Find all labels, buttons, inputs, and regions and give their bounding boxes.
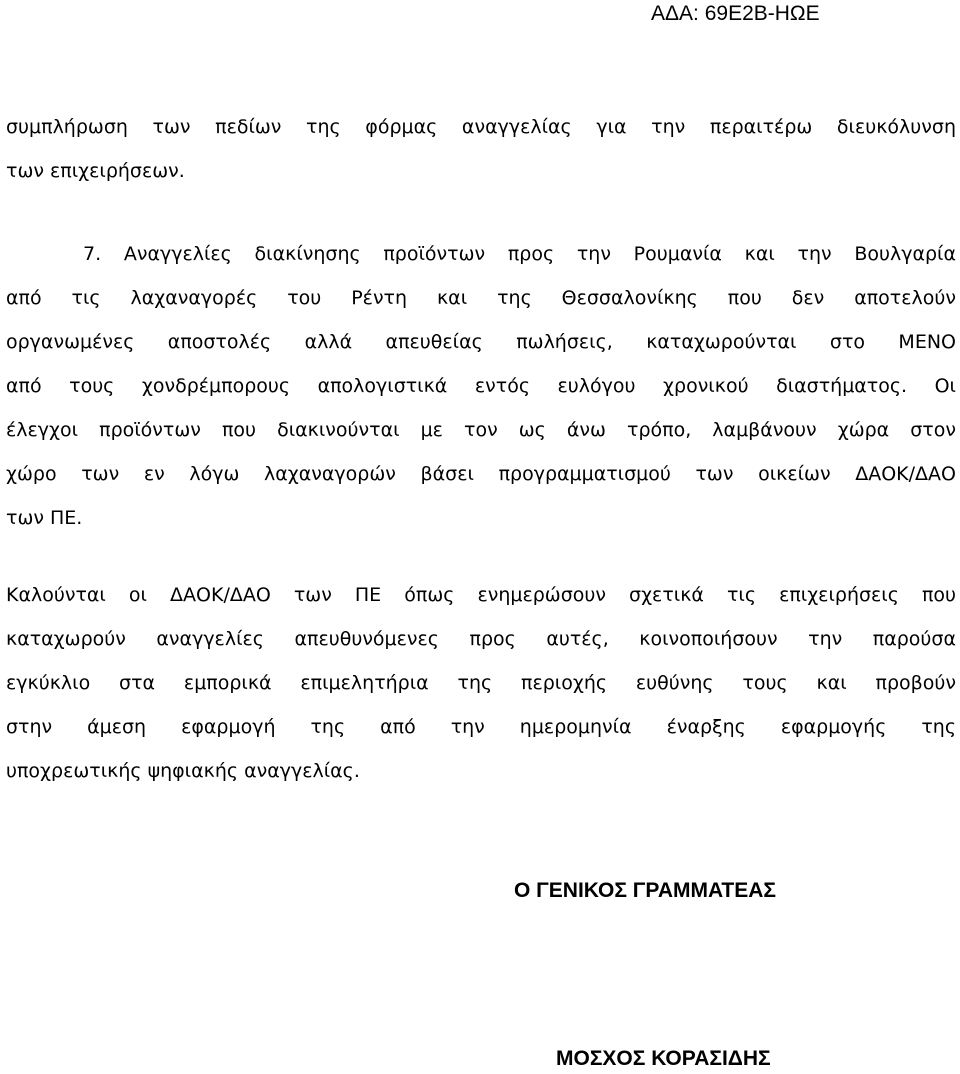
- text-line: οργανωμένες αποστολές αλλά απευθείας πωλήσεις, καταχωρούνται στο ΜΕΝΟ: [6, 331, 956, 353]
- text-line: από τους χονδρέμπορους απολογιστικά εντός ευλόγου χρονικού διαστήματος. Οι: [6, 375, 956, 397]
- text-line: έλεγχοι προϊόντων που διακινούνται με τον ως άνω τρόπο, λαμβάνουν χώρα στον: [6, 419, 956, 441]
- text-line: χώρο των εν λόγω λαχαναγορών βάσει προγραμματισμού των οικείων ΔΑΟΚ/ΔΑΟ: [6, 463, 956, 485]
- text-line: 7. Αναγγελίες διακίνησης προϊόντων προς την Ρουμανία και την Βουλγαρία: [83, 243, 956, 265]
- signature-name: ΜΟΣΧΟΣ ΚΟΡΑΣΙΔΗΣ: [556, 1047, 771, 1070]
- paragraph-item-7: [6, 232, 956, 540]
- text-line: εγκύκλιο στα εμπορικά επιμελητήρια της περιοχής ευθύνης τους και προβούν: [6, 672, 956, 694]
- text-line: υποχρεωτικής ψηφιακής αναγγελίας.: [6, 760, 360, 782]
- paragraph-instructions: [6, 573, 956, 793]
- paragraph-form-completion: [6, 105, 956, 193]
- text-line: των επιχειρήσεων.: [6, 160, 185, 182]
- text-line: των ΠΕ.: [6, 507, 83, 529]
- text-line: συμπλήρωση των πεδίων της φόρμας αναγγελίας για την περαιτέρω διευκόλυνση: [6, 116, 956, 138]
- text-line: καταχωρούν αναγγελίες απευθυνόμενες προς αυτές, κοινοποιήσουν την παρούσα: [6, 628, 956, 650]
- ada-code: ΑΔΑ: 69Ε2Β-ΗΩΕ: [651, 2, 820, 25]
- signature-title: Ο ΓΕΝΙΚΟΣ ΓΡΑΜΜΑΤΕΑΣ: [514, 879, 777, 902]
- text-line: στην άμεση εφαρμογή της από την ημερομηνία έναρξης εφαρμογής της: [6, 716, 956, 738]
- text-line: από τις λαχαναγορές του Ρέντη και της Θεσσαλονίκης που δεν αποτελούν: [6, 287, 956, 309]
- text-line: Καλούνται οι ΔΑΟΚ/ΔΑΟ των ΠΕ όπως ενημερώσουν σχετικά τις επιχειρήσεις που: [6, 584, 956, 606]
